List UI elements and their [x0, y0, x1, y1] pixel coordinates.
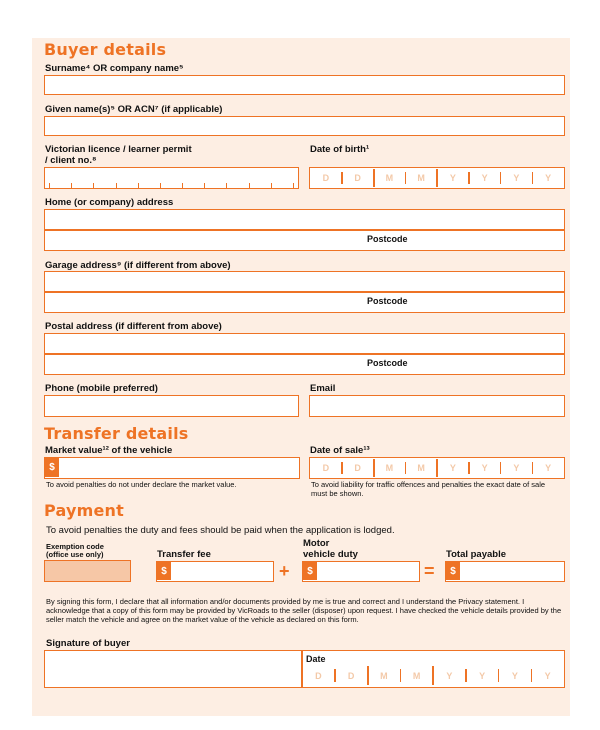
currency-symbol: $	[446, 562, 460, 580]
declaration-text: By signing this form, I declare that all information and/or documents provided by me is true and correct and I understand the Privacy statement. I acknowledge that a copy of this form may be provided by VicRoads to the seller (disposer) upon request. I have checked the vehicle details provided by the seller match the vehicle and agree on the market value of the vehicle as declared on this form.	[46, 597, 562, 624]
email-label: Email	[310, 383, 336, 394]
given-name-field[interactable]	[44, 116, 565, 136]
market-value-label: Market value¹² of the vehicle	[45, 445, 173, 456]
date-cell-d[interactable]: D	[347, 670, 355, 681]
date-cell-divider	[373, 169, 375, 187]
date-cell-divider	[465, 669, 467, 682]
exemption-label-line1: Exemption code	[46, 542, 104, 551]
date-cell-d[interactable]: D	[322, 173, 330, 183]
address-divider	[45, 291, 564, 293]
date-cell-y[interactable]: Y	[446, 670, 453, 681]
total-payable-field[interactable]	[445, 561, 565, 582]
date-cell-y[interactable]: Y	[545, 173, 552, 183]
date-cell-y[interactable]: Y	[511, 670, 518, 681]
motor-duty-label-line1: Motor	[303, 538, 330, 549]
exemption-label-line2: (office use only)	[46, 550, 104, 559]
buyer-details-heading: Buyer details	[44, 40, 167, 59]
motor-duty-field[interactable]	[302, 561, 420, 582]
currency-symbol: $	[303, 562, 317, 580]
postal-address-field[interactable]	[44, 333, 565, 375]
licence-number-field[interactable]	[44, 167, 299, 189]
date-cell-d[interactable]: D	[322, 463, 330, 473]
date-cell-divider	[341, 172, 343, 184]
phone-label: Phone (mobile preferred)	[45, 383, 158, 394]
date-cell-divider	[500, 172, 502, 184]
date-cell-y[interactable]: Y	[449, 173, 456, 183]
date-cell-y[interactable]: Y	[481, 173, 488, 183]
address-divider	[45, 353, 564, 355]
payment-intro: To avoid penalties the duty and fees should be paid when the application is lodged.	[46, 525, 395, 536]
date-of-sale-field[interactable]	[309, 457, 565, 479]
date-cell-divider	[468, 462, 470, 474]
surname-label: Surname⁴ OR company name⁵	[45, 63, 184, 74]
date-cell-divider	[367, 666, 369, 685]
home-address-label: Home (or company) address	[45, 197, 174, 208]
market-value-field[interactable]	[44, 457, 300, 479]
date-cell-y[interactable]: Y	[479, 670, 486, 681]
transfer-details-heading: Transfer details	[44, 424, 189, 443]
postal-address-label: Postal address (if different from above)	[45, 321, 222, 332]
date-cell-divider	[400, 669, 402, 682]
currency-symbol: $	[45, 458, 59, 477]
date-cell-y[interactable]: Y	[481, 463, 488, 473]
exemption-code-field	[44, 560, 131, 582]
date-cell-divider	[500, 462, 502, 474]
dob-label: Date of birth¹	[310, 144, 370, 155]
date-cell-d[interactable]: D	[354, 463, 361, 473]
date-cell-m[interactable]: M	[385, 173, 394, 183]
garage-address-label: Garage address⁹ (if different from above)	[45, 260, 231, 271]
transfer-fee-field[interactable]	[156, 561, 274, 582]
market-value-note: To avoid penalties do not under declare the market value.	[46, 480, 237, 489]
buyer-form	[32, 38, 570, 716]
date-cell-divider	[373, 459, 375, 477]
date-cell-m[interactable]: M	[385, 463, 394, 473]
plus-sign: +	[279, 561, 290, 581]
equals-sign: =	[424, 561, 435, 581]
date-cell-divider	[498, 669, 500, 682]
licence-digit-ticks	[49, 183, 294, 188]
date-cell-divider	[436, 169, 438, 187]
date-cell-divider	[468, 172, 470, 184]
date-cell-divider	[341, 462, 343, 474]
date-cell-y[interactable]: Y	[449, 463, 456, 473]
date-cell-divider	[334, 669, 336, 682]
date-cell-y[interactable]: Y	[544, 670, 551, 681]
phone-field[interactable]	[44, 395, 299, 417]
date-cell-divider	[432, 666, 434, 685]
dob-field[interactable]	[309, 167, 565, 189]
date-cell-y[interactable]: Y	[545, 463, 552, 473]
garage-address-field[interactable]	[44, 271, 565, 313]
date-cell-divider	[531, 669, 533, 682]
home-postcode-label: Postcode	[367, 234, 408, 244]
address-divider	[45, 229, 564, 231]
date-of-sale-note: To avoid liability for traffic offences and penalties the exact date of sale must be shown.	[311, 480, 546, 498]
payment-heading: Payment	[44, 501, 124, 520]
date-cell-y[interactable]: Y	[513, 173, 520, 183]
date-cell-m[interactable]: M	[417, 173, 425, 183]
date-cell-m[interactable]: M	[417, 463, 425, 473]
date-cell-divider	[405, 462, 407, 474]
date-cell-m[interactable]: M	[412, 670, 421, 681]
signature-label: Signature of buyer	[46, 638, 130, 649]
email-field[interactable]	[309, 395, 565, 417]
date-of-sale-label: Date of sale¹³	[310, 445, 370, 456]
given-name-label: Given name(s)⁵ OR ACN⁷ (if applicable)	[45, 104, 223, 115]
date-cell-d[interactable]: D	[315, 670, 322, 681]
date-cell-divider	[405, 172, 407, 184]
date-cell-y[interactable]: Y	[513, 463, 520, 473]
garage-postcode-label: Postcode	[367, 296, 408, 306]
motor-duty-label-line2: vehicle duty	[303, 549, 358, 560]
currency-symbol: $	[157, 562, 171, 580]
signature-date-field[interactable]	[302, 665, 564, 686]
date-cell-m[interactable]: M	[380, 670, 388, 681]
total-payable-label: Total payable	[446, 549, 507, 560]
licence-label-line1: Victorian licence / learner permit	[45, 144, 192, 155]
date-cell-divider	[532, 462, 534, 474]
signature-date-label: Date	[306, 654, 326, 664]
postal-postcode-label: Postcode	[367, 358, 408, 368]
transfer-fee-label: Transfer fee	[157, 549, 211, 560]
date-cell-divider	[436, 459, 438, 477]
date-cell-divider	[532, 172, 534, 184]
home-address-field[interactable]	[44, 209, 565, 251]
licence-label-line2: / client no.⁸	[45, 155, 97, 166]
date-cell-d[interactable]: D	[354, 173, 361, 183]
surname-field[interactable]	[44, 75, 565, 95]
